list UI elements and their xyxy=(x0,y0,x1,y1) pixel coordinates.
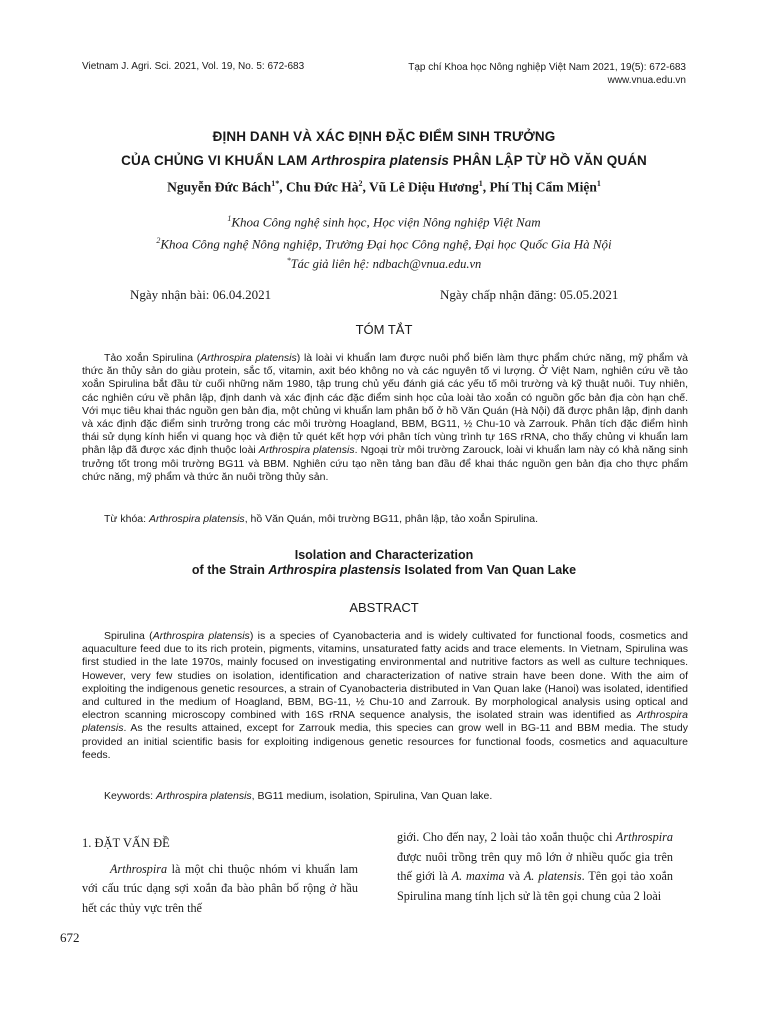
body-paragraph-left xyxy=(82,860,358,919)
en-abstract-heading: ABSTRACT xyxy=(349,600,419,615)
affiliations xyxy=(60,209,708,254)
genus-name: Arthrospira xyxy=(110,861,168,876)
body-paragraph-right xyxy=(397,828,673,906)
body-text-right-1: giới. Cho đến nay, 2 loài tảo xoắn thuộc chi xyxy=(397,830,616,844)
vn-abstract-paragraph xyxy=(82,352,688,484)
vn-abstract-species-2: Arthrospira platensis xyxy=(258,444,355,457)
en-abstract-text-1: Spirulina ( xyxy=(104,630,153,642)
author-1-sup: 1* xyxy=(271,179,280,188)
en-keywords xyxy=(82,790,688,803)
vn-abstract-body xyxy=(82,352,688,484)
author-list xyxy=(60,179,708,196)
vn-keywords-label: Từ khóa: xyxy=(104,513,149,525)
en-abstract-text-2: ) is a species of Cyanobacteria and is widely cultivated for functional foods, cosmetics and aquaculture feed due to its rich protein, pigments, vitamins, unsaturated fatty acids and trace elements. In Vietnam, Spirulina was first studied in the late 1970s, mainly focused on investigating environmental and nutritive factors as well as culture techniques. However, very few studies on isolation, identification and characterization of native strain have been done. With the aim of exploiting the indigenous genetic resources, a strain of Cyanobacteria distributed in Van Quan lake (Hanoi) was isolated, identified and cultured in the medium of Hoagland, BBM, BG-11, ½ Chu-10 and Zarrouk. By morphological analysis using optical and electron scanning microscopy combined with 16S rRNA sequence analysis, the isolated strain was identified as xyxy=(82,630,688,722)
en-title-line-1: Isolation and Characterization xyxy=(294,548,474,562)
en-title-species: Arthrospira plastensis xyxy=(268,563,402,577)
author-4-sup: 1 xyxy=(596,179,601,188)
affiliation-2-sup: 2 xyxy=(156,236,161,246)
vn-keywords-species: Arthrospira platensis xyxy=(148,513,245,525)
author-3: , Vũ Lê Diệu Hương xyxy=(362,179,479,195)
body-text-right-2: được nuôi trồng trên quy mô lớn ở nhiều quốc gia trên thế giới là xyxy=(397,849,673,883)
vn-keywords xyxy=(82,513,688,526)
en-abstract-species-2: Arthrospira platensis xyxy=(82,709,688,735)
paper-title-vn xyxy=(60,125,708,173)
en-abstract-text-3: . As the results attained, except for Zarrouk media, this species can grow well in BG-11 and BBM media. The study provided an initial scientific basis for exploiting indigenous genetic resources for functional foods, cosmetics and aquaculture feeds. xyxy=(82,722,688,761)
author-2-sup: 2 xyxy=(358,179,363,188)
vn-abstract-text-3: . Ngoại trừ môi trường Zarouck, loài vi khuẩn lam này có khả năng sinh trưởng tốt trong môi trường BG11 và BBM. Nghiên cứu tạo nền tảng ban đầu để khai thác nguồn gen bản địa cho thực phẩm chức năng, mỹ phẩm và thức ăn nuôi trồng thủy sản. xyxy=(82,444,688,483)
en-abstract-species-1: Arthrospira platensis xyxy=(152,630,250,642)
title-species: Arthrospira platensis xyxy=(311,153,450,168)
section-heading-introduction: 1. ĐẶT VẤN ĐỀ xyxy=(82,836,170,850)
title-line-2 xyxy=(60,149,708,173)
body-column-right xyxy=(397,828,673,906)
corresponding-text: Tác giả liên hệ: ndbach@vnua.edu.vn xyxy=(290,257,482,272)
body-text-left: là một chi thuộc nhóm vi khuẩn lam với cấu trúc dạng sợi xoắn đa bào phân bố rộng ở hầu hết các thủy vực trên thế xyxy=(82,861,358,915)
vn-abstract-species-1: Arthrospira platensis xyxy=(200,352,297,364)
body-text-right-4: . Tên gọi tảo xoắn Spirulina mang tính lịch sử là tên gọi chung của 2 loài xyxy=(397,869,673,903)
species-platensis: A. platensis xyxy=(523,869,582,883)
species-maxima: A. maxima xyxy=(451,869,505,883)
author-4: , Phí Thị Cẩm Miện xyxy=(482,179,597,195)
affiliation-2-text: Khoa Công nghệ Nông nghiệp, Trường Đại học Công nghệ, Đại học Quốc Gia Hà Nội xyxy=(160,236,612,252)
en-abstract-paragraph xyxy=(82,630,688,762)
en-keywords-rest: , BG11 medium, isolation, Spirulina, Van Quan lake. xyxy=(251,790,493,802)
title-line-1: ĐỊNH DANH VÀ XÁC ĐỊNH ĐẶC ĐIỂM SINH TRƯỞNG xyxy=(212,129,556,144)
vn-abstract-heading: TÓM TẮT xyxy=(355,322,413,337)
body-column-left xyxy=(82,828,358,918)
en-title-line-2-pre: of the Strain xyxy=(191,563,269,577)
affiliation-1-sup: 1 xyxy=(227,214,232,223)
author-2: , Chu Đức Hà xyxy=(279,179,359,195)
author-3-sup: 1 xyxy=(478,179,483,188)
journal-citation-en: Vietnam J. Agri. Sci. 2021, Vol. 19, No. 5: 672-683 xyxy=(82,61,305,72)
accepted-date: Ngày chấp nhận đăng: 05.05.2021 xyxy=(440,287,619,302)
body-text-right-3: và xyxy=(504,869,524,883)
vn-abstract-text-2: ) là loài vi khuẩn lam được nuôi phổ biến làm thực phẩm chức năng, mỹ phẩm và thức ăn thủy sản do giàu protein, sắc tố, vitamin, axit béo không no và các nguyên tố vi lượng. Ở Việt Nam, nghiên cứu về tảo xoắn Spirulina bắt đầu từ cuối những năm 1980, tập trung chủ yếu đánh giá các yếu tố môi trường và kỹ thuật nuôi. Tuy nhiên, các nghiên cứu về phân lập, định danh và xác định các đặc điểm sinh học của loài tảo xoắn có nguồn gốc bản địa còn hạn chế. Với mục tiêu khai thác nguồn gen bản địa, một chủng vi khuẩn lam phân bố ở hồ Văn Quán (Hà Nội) đã được phân lập, định danh và xác định đặc điểm sinh trưởng trong các môi trường Hoagland, BBM, BG11, ½ Chu-10 và Zarrouk. Phân tích đặc điểm hình thái sử dụng kính hiển vi quang học và điện tử quét kết hợp với phân tích vùng trình tự 16S rRNA, cho thấy chủng vi khuẩn lam phân lập đã được xác định thuộc loài xyxy=(82,352,688,457)
title-line-2-pre: CỦA CHỦNG VI KHUẨN LAM xyxy=(121,153,312,168)
vn-keywords-rest: , hồ Văn Quán, môi trường BG11, phân lập, tảo xoắn Spirulina. xyxy=(244,513,539,525)
corresponding-sup: * xyxy=(286,256,291,265)
en-keywords-species: Arthrospira platensis xyxy=(155,790,252,802)
en-title-line-2 xyxy=(60,563,708,578)
affiliation-2 xyxy=(60,231,708,253)
affiliation-1-text: Khoa Công nghệ sinh học, Học viện Nông nghiệp Việt Nam xyxy=(231,214,541,230)
journal-website: www.vnua.edu.vn xyxy=(607,75,686,86)
en-title-line-2-post: Isolated from Van Quan Lake xyxy=(401,563,577,577)
vn-abstract-text-1: Tảo xoắn Spirulina ( xyxy=(104,352,201,364)
en-abstract-body xyxy=(82,630,688,762)
page-number: 672 xyxy=(60,930,80,945)
journal-citation-vn xyxy=(408,61,686,87)
author-1: Nguyễn Đức Bách xyxy=(167,179,272,195)
title-line-2-post: PHÂN LẬP TỪ HỒ VĂN QUÁN xyxy=(449,153,647,168)
paper-title-en xyxy=(60,548,708,578)
corresponding-author xyxy=(60,256,708,272)
genus-name-right: Arthrospira xyxy=(615,830,673,844)
journal-citation-vn-line: Tạp chí Khoa học Nông nghiệp Việt Nam 2021, 19(5): 672-683 xyxy=(408,62,686,73)
received-date: Ngày nhận bài: 06.04.2021 xyxy=(130,287,272,302)
affiliation-1 xyxy=(60,209,708,231)
en-keywords-label: Keywords: xyxy=(104,790,156,802)
